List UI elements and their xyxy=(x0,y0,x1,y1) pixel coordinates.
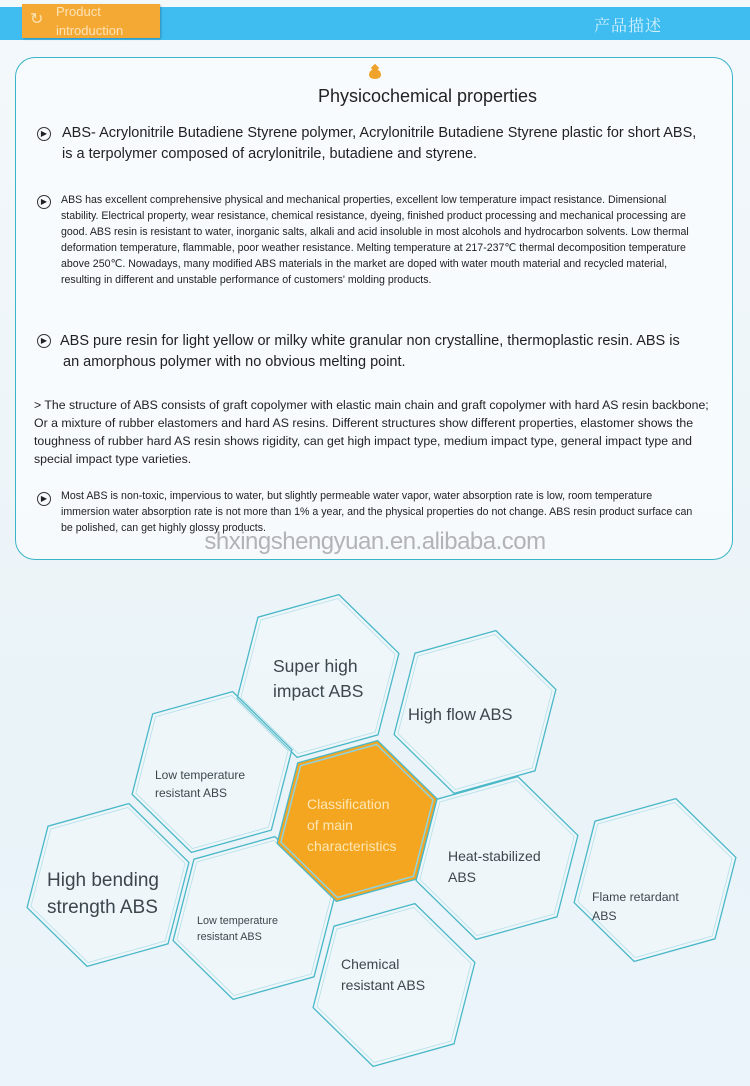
section-title: Physicochemical properties xyxy=(317,86,538,106)
hex-label-line: High bending xyxy=(47,870,159,891)
hex-label-line: impact ABS xyxy=(273,681,364,701)
chevron-circle-icon: ▶ xyxy=(37,127,51,141)
hex-label-low-temp-1 xyxy=(155,766,245,802)
paragraph-4: > The structure of ABS consists of graft copolymer with elastic main chain and graft copolymer with hard AS resin backbone; Or a mixture of rubber elastomers and hard AS resins. Different structures show different properties, elastomer shows the toughness of rubber hard AS resin shows rigidity, can get high impact type, medium impact type, general impact type and special impact type varieties. xyxy=(34,398,709,466)
hex-label-line: resistant ABS xyxy=(155,786,228,800)
swirl-icon: ↻ xyxy=(30,11,44,28)
hex-label-low-temp-2 xyxy=(197,913,278,945)
hex-label-line: Heat-stabilized xyxy=(448,848,541,864)
chinese-section-title: 产品描述 xyxy=(593,18,662,35)
hex-label-line: Classification xyxy=(307,796,390,812)
paragraph-3-line2: an amorphous polymer with no obvious melting point. xyxy=(63,354,406,370)
hex-label-line: Low temperature xyxy=(155,768,246,782)
hex-label-high-flow xyxy=(408,706,513,725)
watermark: shxingshengyuan.en.alibaba.com xyxy=(204,528,546,555)
hex-label-line: ABS xyxy=(448,869,477,885)
hex-label-line: strength ABS xyxy=(47,897,158,918)
hex-label-line: characteristics xyxy=(307,838,397,854)
hex-label-line: Super high xyxy=(273,656,358,676)
tab-label-line1: Product xyxy=(56,4,101,19)
tab-label-line2: introduction xyxy=(56,23,124,38)
hex-label-flame-retardant xyxy=(592,888,679,926)
paragraph-5: Most ABS is non-toxic, impervious to water, but slightly permeable water vapor, water absorption rate is low, room temperature immersion water absorption rate is not more than 1% a year, and the physical properties do not change. ABS resin product surface can be polished, can get highly glossy products. xyxy=(61,490,693,534)
hex-label-center xyxy=(307,794,396,857)
hex-label-line: of main xyxy=(307,817,353,833)
hex-label-line: ABS xyxy=(592,909,617,923)
hex-label-line: High flow ABS xyxy=(408,706,513,724)
hex-flame-retardant xyxy=(574,799,736,962)
paragraph-2: ABS has excellent comprehensive physical and mechanical properties, excellent low temperature impact resistance. Dimensional stability. Electrical property, wear resistance, chemical resistance, dyeing, finished product processing and mechanical processing are good. ABS resin is resistant to water, inorganic salts, alkali and acid insoluble in most alcohols and hydrocarbon solvents. Low thermal deformation temperature, flammable, poor weather resistance. Melting temperature at 217-237℃ thermal decomposition temperature above 250℃. Nowadays, many modified ABS materials in the market are doped with water mouth material and recycled material, resulting in different and unstable performance of customers' molding products. xyxy=(61,194,689,286)
hex-label-line: resistant ABS xyxy=(197,931,262,943)
chevron-circle-icon: ▶ xyxy=(37,334,51,348)
hex-label-high-bending xyxy=(47,867,159,921)
hex-label-heat-stabilized xyxy=(448,846,541,888)
chevron-circle-icon: ▶ xyxy=(37,195,51,209)
paragraph-3-line1: ABS pure resin for light yellow or milky white granular non crystalline, thermoplastic resin. ABS is xyxy=(60,333,680,349)
hex-label-super-high-impact xyxy=(273,654,363,704)
hex-label-line: Low temperature xyxy=(197,915,279,927)
hex-label-line: resistant ABS xyxy=(341,977,426,993)
hex-label-line: Flame retardant xyxy=(592,890,679,904)
chevron-circle-icon: ▶ xyxy=(37,492,51,506)
hex-label-line: Chemical xyxy=(341,956,400,972)
hex-label-chemical-resistant xyxy=(341,954,425,996)
paragraph-1: ABS- Acrylonitrile Butadiene Styrene polymer, Acrylonitrile Butadiene Styrene plastic for short ABS, is a terpolymer composed of acrylonitrile, butadiene and styrene. xyxy=(62,125,697,162)
